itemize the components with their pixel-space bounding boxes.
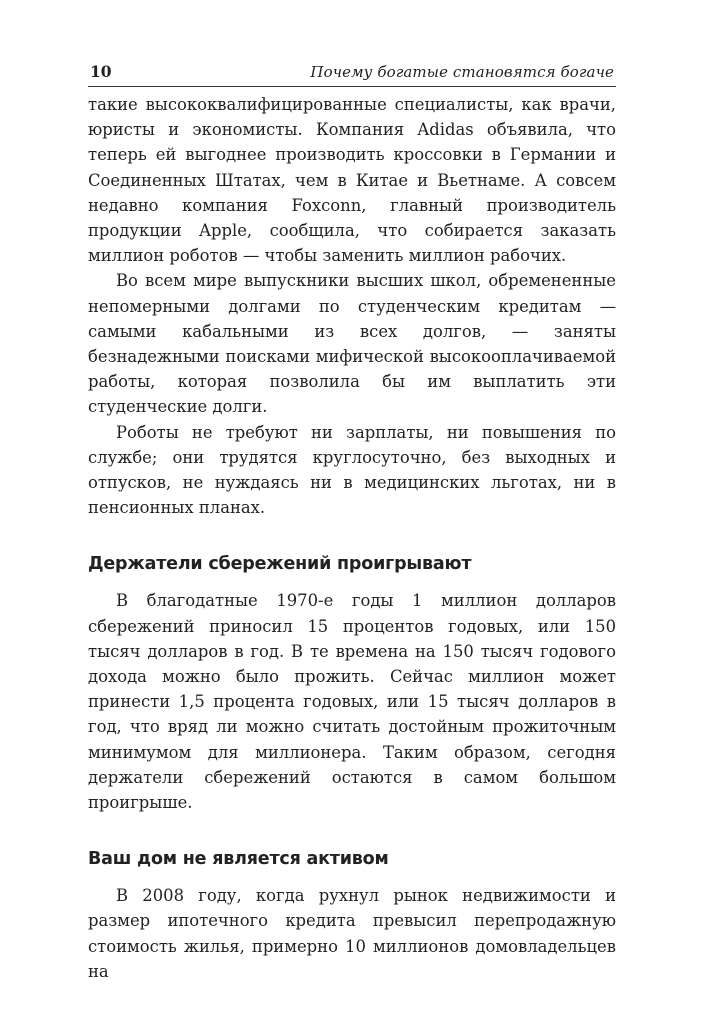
page-body — [88, 92, 616, 984]
running-header — [88, 62, 616, 87]
paragraph-graduates: Во всем мире выпускники высших школ, обремененные непомерными долгами по студенческим кредитам — самыми кабальными из всех долгов, — заняты безнадежными поисками мифической высокооплачиваемой работы, которая позволила бы им выплатить эти студенческие долги. — [88, 271, 616, 417]
book-page — [88, 62, 616, 984]
paragraph-house: В 2008 году, когда рухнул рынок недвижимости и размер ипотечного кредита превысил перепродажную стоимость жилья, примерно 10 миллионов домовладельцев на — [88, 886, 616, 981]
section-heading-house: Ваш дом не является активом — [88, 849, 389, 870]
paragraph-robots: Роботы не требуют ни зарплаты, ни повышения по службе; они трудятся круглосуточно, без выходных и отпусков, не нуждаясь ни в медицинских льготах, ни в пенсионных планах. — [88, 422, 616, 518]
book-title: Почему богатые становятся богаче — [310, 63, 614, 81]
page-number: 10 — [90, 62, 112, 81]
paragraph-savers: В благодатные 1970-е годы 1 миллион долларов сбережений приносил 15 процентов годовых, или 150 тысяч долларов в год. В те времена на 150 тысяч годового дохода можно было прожить. Сейчас миллион может принести 1,5 процента годовых, или 15 тысяч долларов в год, что вряд ли можно считать достойным прожиточным минимумом для миллионера. Таким образом, сегодня держатели сбережений остаются в самом большом проигрыше. — [88, 591, 616, 813]
paragraph-continuation: такие высококвалифицированные специалисты, как врачи, юристы и экономисты. Компания Adidas объявила, что теперь ей выгоднее производить кроссовки в Германии и Соединенных Штатах, чем в Китае и Вьетнаме. А совсем недавно компания Foxconn, главный производитель продукции Apple, сообщила, что собирается заказать миллион роботов — чтобы заменить миллион рабочих. — [88, 95, 616, 266]
section-heading-savers: Держатели сбережений проигрывают — [88, 554, 472, 575]
